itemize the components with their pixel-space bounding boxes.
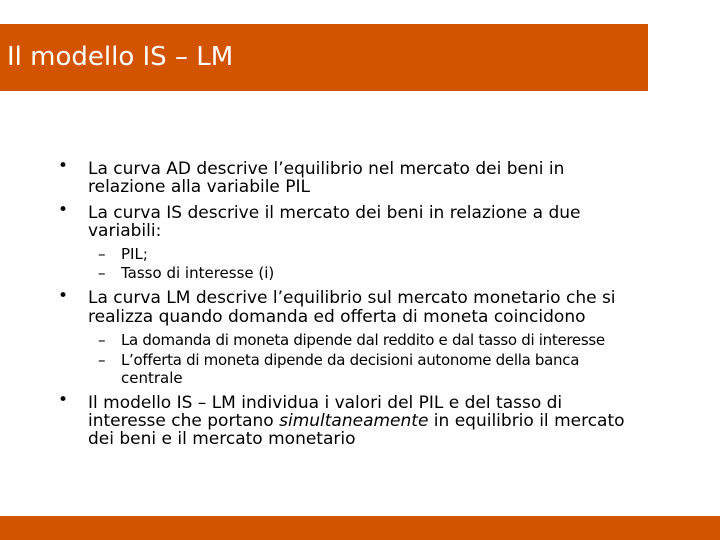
sub-bullet-text: PIL;: [121, 245, 148, 263]
sub-bullet-text: Tasso di interesse (i): [121, 264, 275, 282]
bullet-text: La curva AD descrive l’equilibrio nel mercato dei beni in: [88, 159, 565, 179]
bullet-marker: •: [58, 390, 69, 410]
bullet-text: realizza quando domanda ed offerta di moneta coincidono: [88, 307, 586, 327]
bottom-bar: [0, 516, 720, 540]
bullet-text: dei beni e il mercato monetario: [88, 429, 356, 449]
bullet-text: La curva IS descrive il mercato dei beni in relazione a due: [88, 203, 581, 223]
text-segment: in equilibrio il mercato: [428, 411, 625, 431]
sub-bullet-marker: –: [98, 245, 106, 263]
sub-bullet-marker: –: [98, 351, 106, 369]
emphasized-word: simultaneamente: [279, 411, 429, 431]
sub-bullet-marker: –: [98, 331, 106, 349]
bullet-text: variabili:: [88, 221, 162, 241]
slide-title: Il modello IS – LM: [7, 42, 234, 72]
bullet-text-with-emphasis: [88, 413, 668, 430]
text-segment: interesse che portano: [88, 411, 280, 431]
bullet-marker: •: [58, 200, 69, 220]
bullet-marker: •: [58, 156, 69, 176]
bullet-text: La curva LM descrive l’equilibrio sul mercato monetario che si: [88, 288, 616, 308]
bullet-text: Il modello IS – LM individua i valori del PIL e del tasso di: [88, 393, 563, 413]
sub-bullet-text: L’offerta di moneta dipende da decisioni autonome della banca: [121, 351, 580, 369]
bullet-text: relazione alla variabile PIL: [88, 177, 311, 197]
sub-bullet-marker: –: [98, 264, 106, 282]
bullet-marker: •: [58, 286, 69, 306]
sub-bullet-text: La domanda di moneta dipende dal reddito e dal tasso di interesse: [121, 331, 605, 349]
sub-bullet-text: centrale: [121, 369, 183, 387]
